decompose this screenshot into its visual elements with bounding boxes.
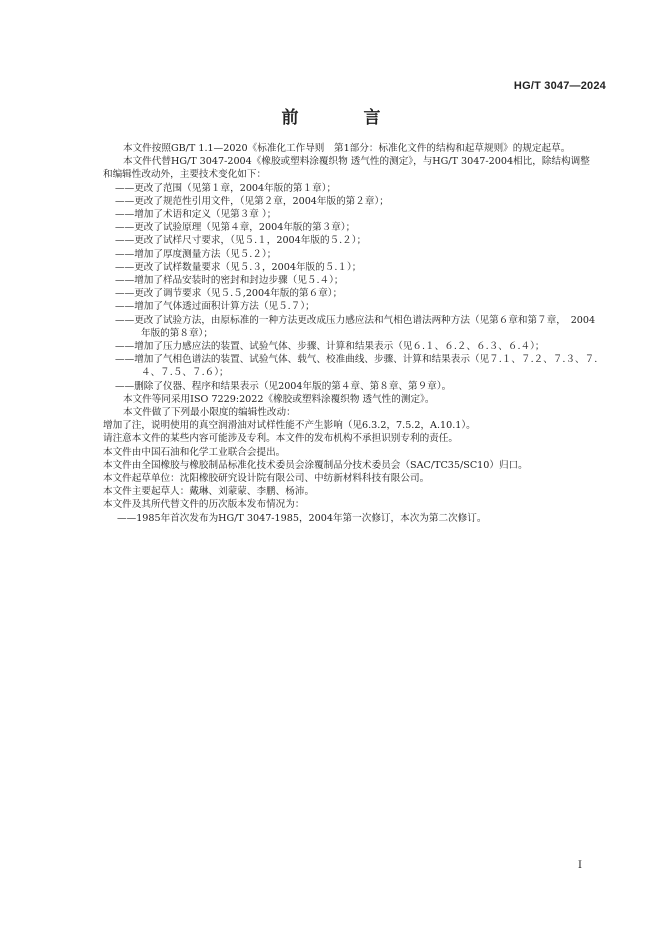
paragraph-patent-notice: 请注意本文件的某些内容可能涉及专利。本文件的发布机构不承担识别专利的责任。: [103, 433, 458, 445]
change-item: ——更改了试验方法，由原标准的一种方法更改成压力感应法和气相色谱法两种方法（见第６章和第７章， 2004年版的第８章）；: [115, 314, 596, 339]
paragraph-committee: 本文件由全国橡胶与橡胶制品标准化技术委员会涂覆制品分技术委员会（SAC/TC35/SC10）归口。: [103, 459, 528, 471]
paragraph-replacement: 本文件代替HG/T 3047-2004《橡胶或塑料涂覆织物 透气性的测定》，与HG/T 3047-2004相比，除结构调整和编辑性改动外，主要技术变化如下：: [103, 156, 590, 181]
change-item: ——更改了试验原理（见第４章，2004年版的第３章）；: [115, 222, 356, 234]
change-item: ——更改了试样尺寸要求，（见５.１，2004年版的５.２）；: [115, 235, 367, 247]
paragraph-drafters: 本文件主要起草人：戴琳、刘蒙蒙、李鹏、杨沛。: [103, 486, 315, 498]
change-item: ——更改了范围（见第１章，2004年版的第１章）；: [115, 182, 337, 194]
change-item: ——增加了压力感应法的装置、试验气体、步骤、计算和结果表示（见６.１、６.２、６.３、６.４）；: [115, 341, 545, 353]
change-item: ——增加了厚度测量方法（见５.２）；: [115, 248, 277, 260]
paragraph-proposer: 本文件由中国石油和化学工业联合会提出。: [103, 446, 286, 458]
change-item: ——增加了气相色谱法的装置、试验气体、载气、校准曲线、步骤、计算和结果表示（见７.１、７.２、７.３、７.４、７.５、７.６）；: [115, 354, 598, 379]
paragraph-adoption: 本文件等同采用ISO 7229:2022《橡胶或塑料涂覆织物 透气性的测定》。: [123, 393, 435, 405]
changes-list: [103, 182, 599, 393]
change-item: ——更改了调节要求（见５.５,2004年版的第６章）；: [115, 288, 343, 300]
paragraph-drafting-rule: 本文件按照GB/T 1.1—2020《标准化工作导则 第1部分：标准化文件的结构和起草规则》的规定起草。: [123, 143, 571, 154]
change-item: ——删除了仪器、程序和结果表示（见2004年版的第４章、第８章、第９章）。: [115, 380, 452, 392]
document-body: [103, 142, 599, 525]
standard-code: HG/T 3047—2024: [513, 80, 606, 92]
paragraph-note-added: 增加了注，说明使用的真空润滑油对试样性能不产生影响（见6.3.2，7.5.2，A.10.1）。: [103, 420, 476, 432]
history-item: ——1985年首次发布为HG/T 3047-1985，2004年第一次修订，本次为第二次修订。: [117, 512, 487, 524]
change-item: ——更改了试样数量要求（见５.３，2004年版的５.１）；: [115, 261, 362, 273]
page-title: 前 言: [281, 108, 405, 128]
change-item: ——增加了术语和定义（见第３章 ）；: [115, 209, 277, 221]
page-number: I: [578, 860, 582, 871]
change-item: ——增加了气体透过面积计算方法（见５.７）；: [115, 301, 315, 313]
change-item: ——更改了规范性引用文件，（见第２章，2004年版的第２章）；: [115, 195, 389, 207]
change-item: ——增加了样品安装时的密封和封边步骤（见５.４）；: [115, 275, 344, 287]
paragraph-history-intro: 本文件及其所代替文件的历次版本发布情况为：: [103, 499, 305, 511]
paragraph-drafting-units: 本文件起草单位：沈阳橡胶研究设计院有限公司、中纺新材料科技有限公司。: [103, 473, 430, 485]
paragraph-editorial-changes: 本文件做了下列最小限度的编辑性改动：: [123, 407, 296, 419]
